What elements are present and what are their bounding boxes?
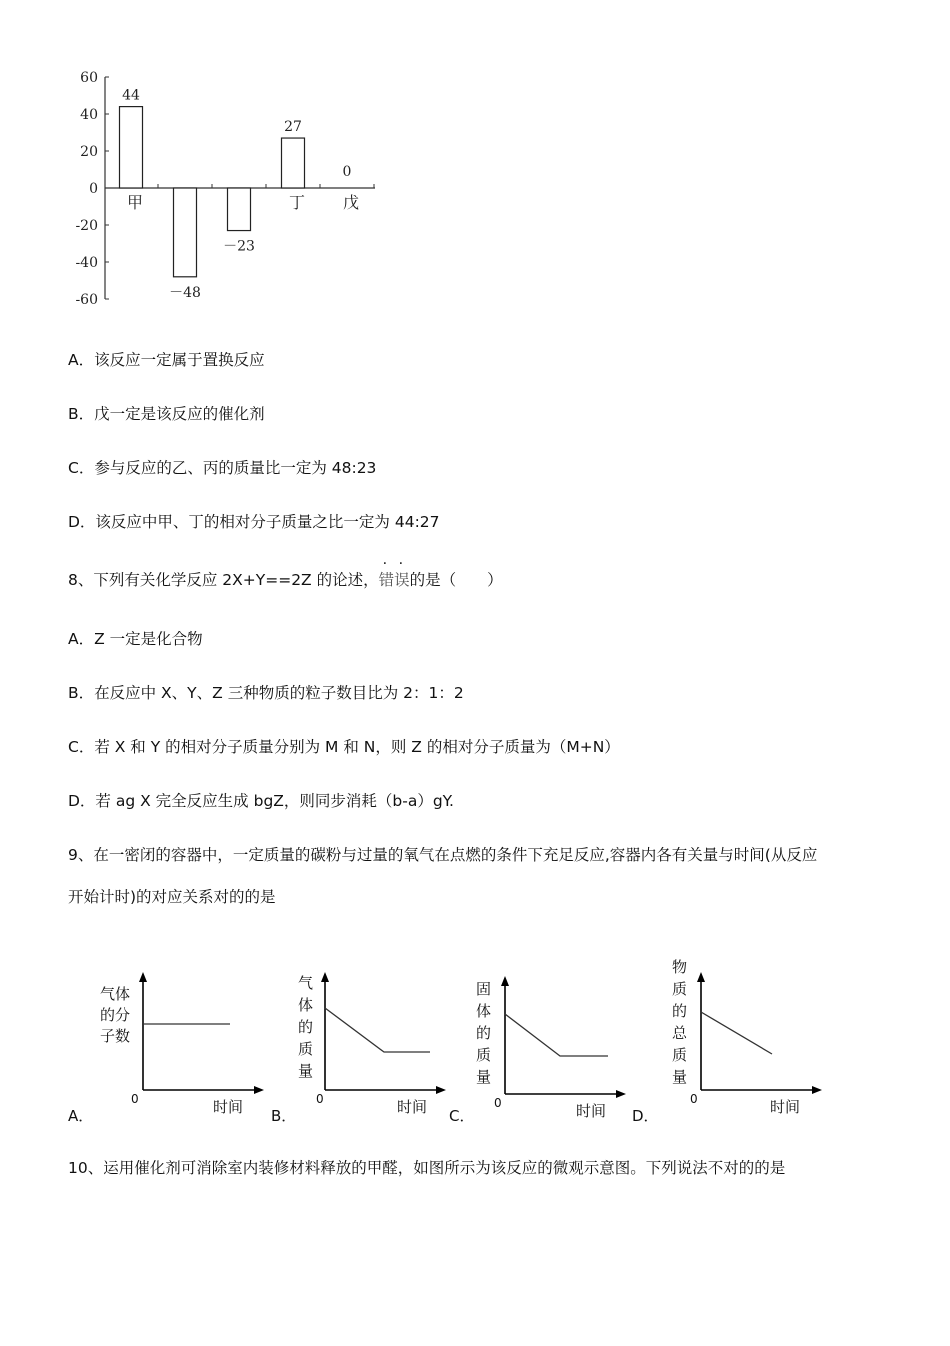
q9-graph-c-curve xyxy=(505,1014,608,1056)
q9-graph-b-origin: 0 xyxy=(316,1092,324,1106)
q9-graph-a xyxy=(130,970,270,1100)
q9-graph-d-ylabel-line: 量 xyxy=(672,1068,688,1086)
q9-graph-d-ylabel xyxy=(672,956,687,1088)
y-tick-label: -20 xyxy=(75,218,98,234)
q9-graph-c-ylabel-line: 质 xyxy=(476,1046,492,1064)
q9-graph-c-ylabel xyxy=(476,978,491,1088)
y-axis-arrow xyxy=(321,972,329,982)
q8-stem-pre: 8、下列有关化学反应 2X+Y==2Z 的论述， xyxy=(68,571,379,589)
y-tick-label: 20 xyxy=(80,144,98,160)
q9-graph-d-ylabel-line: 物 xyxy=(672,958,688,976)
q9-graph-d-origin: 0 xyxy=(690,1092,698,1106)
q8-option-d: D．若 ag X 完全反应生成 bgZ，则同步消耗（b-a）gY. xyxy=(68,792,454,810)
q9-graph-a-option: A． xyxy=(68,1107,94,1125)
q9-graph-a-ylabel-line: 气体 xyxy=(100,985,131,1003)
q9-graph-b-ylabel-line: 质 xyxy=(298,1040,314,1058)
q9-graph-b-ylabel xyxy=(298,972,313,1082)
q8-option-c: C．若 X 和 Y 的相对分子质量分别为 M 和 N，则 Z 的相对分子质量为（M+N） xyxy=(68,738,620,756)
x-axis-arrow xyxy=(812,1086,822,1094)
bar xyxy=(282,138,305,188)
y-tick-label: 60 xyxy=(80,70,98,86)
q9-graph-d xyxy=(688,970,828,1100)
q9-graph-b-ylabel-line: 量 xyxy=(298,1062,314,1080)
data-label: －23 xyxy=(223,238,255,255)
q7-option-c: C．参与反应的乙、丙的质量比一定为 48:23 xyxy=(68,459,377,477)
y-axis-arrow xyxy=(697,972,705,982)
q9-graph-b-ylabel-line: 的 xyxy=(298,1018,314,1036)
q9-graph-c-origin: 0 xyxy=(494,1096,502,1110)
q9-graph-d-xlabel: 时间 xyxy=(770,1098,801,1116)
bar xyxy=(174,188,197,277)
y-axis-arrow xyxy=(139,972,147,982)
q9-graph-b-curve xyxy=(325,1008,430,1052)
q9-graph-d-curve xyxy=(701,1012,772,1054)
q9-graph-c-xlabel: 时间 xyxy=(576,1102,607,1120)
q9-graph-a-xlabel: 时间 xyxy=(213,1098,244,1116)
q9-graph-c-option: C． xyxy=(449,1107,475,1125)
q8-stem xyxy=(68,556,503,590)
q9-graph-d-option: D． xyxy=(632,1107,659,1125)
q7-option-b: B．戊一定是该反应的催化剂 xyxy=(68,405,265,423)
q8-stem-post: 的是（ ） xyxy=(409,571,503,589)
category-label: 戊 xyxy=(342,193,360,212)
q9-graph-c-ylabel-line: 量 xyxy=(476,1068,492,1086)
y-tick-label: -40 xyxy=(75,255,98,271)
q9-graph-b-ylabel-line: 体 xyxy=(298,996,314,1014)
q7-option-a: A．该反应一定属于置换反应 xyxy=(68,351,265,369)
q8-option-b: B．在反应中 X、Y、Z 三种物质的粒子数目比为 2：1：2 xyxy=(68,684,464,702)
y-tick-label: -60 xyxy=(75,292,98,308)
bar xyxy=(228,188,251,231)
q9-graph-b xyxy=(312,970,452,1100)
q8-stem-emph-text: 错误 xyxy=(378,571,410,589)
q9-stem-line2: 开始计时)的对应关系对的的是 xyxy=(68,888,276,906)
q9-graph-d-ylabel-line: 质 xyxy=(672,1046,688,1064)
q9-graph-a-origin: 0 xyxy=(131,1092,139,1106)
data-label: 0 xyxy=(342,164,352,180)
bar-chart xyxy=(60,60,390,310)
y-axis-arrow xyxy=(501,976,509,986)
q9-graph-c-ylabel-line: 体 xyxy=(476,1002,492,1020)
data-label: －48 xyxy=(169,284,201,301)
q9-graph-b-xlabel: 时间 xyxy=(397,1098,428,1116)
q9-graph-c-ylabel-line: 固 xyxy=(476,980,492,998)
q9-graph-a-ylabel-line: 子数 xyxy=(100,1027,131,1045)
q8-stem-emphasis: · · 错误 xyxy=(378,556,410,589)
q9-graph-d-ylabel-line: 的 xyxy=(672,1002,688,1020)
q9-graph-b-option: B． xyxy=(271,1107,297,1125)
q9-graph-c-ylabel-line: 的 xyxy=(476,1024,492,1042)
q9-graph-d-ylabel-line: 总 xyxy=(672,1024,688,1042)
x-axis-arrow xyxy=(254,1086,264,1094)
q9-graph-b-ylabel-line: 气 xyxy=(298,974,314,992)
category-label: 丁 xyxy=(288,193,306,212)
data-label: 27 xyxy=(284,119,302,136)
category-label: 甲 xyxy=(126,193,144,212)
q10-stem: 10、运用催化剂可消除室内装修材料释放的甲醛，如图所示为该反应的微观示意图。下列说法不对的的是 xyxy=(68,1159,786,1177)
q7-option-d: D．该反应中甲、丁的相对分子质量之比一定为 44:27 xyxy=(68,513,440,531)
q9-graph-c xyxy=(492,974,632,1104)
q9-stem-line1: 9、在一密闭的容器中，一定质量的碳粉与过量的氧气在点燃的条件下充足反应,容器内各有关量与时间(从反应 xyxy=(68,846,818,864)
x-axis-arrow xyxy=(616,1090,626,1098)
q9-graph-d-ylabel-line: 质 xyxy=(672,980,688,998)
q9-graph-a-ylabel-line: 的分 xyxy=(100,1006,131,1024)
y-tick-label: 0 xyxy=(89,181,98,197)
x-axis-arrow xyxy=(436,1086,446,1094)
bar xyxy=(120,107,143,188)
data-label: 44 xyxy=(122,87,140,104)
q9-graph-a-ylabel xyxy=(100,984,130,1047)
y-tick-label: 40 xyxy=(80,107,98,123)
q8-option-a: A．Z 一定是化合物 xyxy=(68,630,203,648)
